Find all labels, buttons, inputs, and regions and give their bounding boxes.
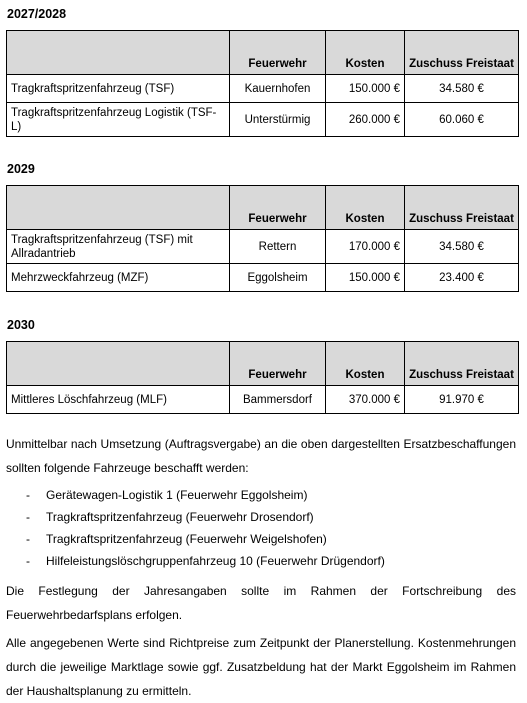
vehicle-table-2027-2028: [6, 30, 519, 137]
list-marker: -: [26, 532, 30, 546]
vehicle-table-2029: [6, 185, 519, 292]
header-kosten: Kosten: [326, 342, 405, 386]
vehicle-cell: Tragkraftspritzenfahrzeug Logistik (TSF-L): [7, 103, 230, 137]
header-kosten: Kosten: [326, 31, 405, 75]
feuerwehr-cell: Kauernhofen: [230, 75, 326, 103]
feuerwehr-cell: Bammersdorf: [230, 386, 326, 414]
table-header-row: [7, 342, 519, 386]
kosten-cell: 260.000 €: [326, 103, 405, 137]
table-header-row: [7, 31, 519, 75]
vehicle-cell: Mittleres Löschfahrzeug (MLF): [7, 386, 230, 414]
list-item: [26, 484, 385, 506]
list-marker: -: [26, 488, 30, 502]
kosten-cell: 150.000 €: [326, 264, 405, 292]
section-year-2027-2028: 2027/2028: [7, 7, 67, 21]
table-row: [7, 75, 519, 103]
zuschuss-cell: 34.580 €: [405, 230, 519, 264]
kosten-cell: 370.000 €: [326, 386, 405, 414]
zuschuss-cell: 91.970 €: [405, 386, 519, 414]
schedule-paragraph: Die Festlegung der Jahresangaben sollte im Rahmen der Fortschreibung des Feuerwehrbedarfsplans erfolgen.: [6, 584, 516, 622]
zuschuss-cell: 23.400 €: [405, 264, 519, 292]
section-year-2029: 2029: [7, 162, 35, 176]
header-feuerwehr: Feuerwehr: [230, 342, 326, 386]
vehicle-cell: Tragkraftspritzenfahrzeug (TSF): [7, 75, 230, 103]
kosten-cell: 150.000 €: [326, 75, 405, 103]
header-vehicle: [7, 186, 230, 230]
header-zuschuss: Zuschuss Freistaat: [405, 31, 519, 75]
list-marker: -: [26, 510, 30, 524]
header-feuerwehr: Feuerwehr: [230, 31, 326, 75]
table-row: [7, 264, 519, 292]
list-item: [26, 506, 385, 528]
table-row: [7, 386, 519, 414]
zuschuss-cell: 60.060 €: [405, 103, 519, 137]
feuerwehr-cell: Rettern: [230, 230, 326, 264]
header-zuschuss: Zuschuss Freistaat: [405, 342, 519, 386]
list-item: [26, 528, 385, 550]
table-header-row: [7, 186, 519, 230]
vehicle-list: [26, 484, 385, 572]
table-row: [7, 230, 519, 264]
header-zuschuss: Zuschuss Freistaat: [405, 186, 519, 230]
section-year-2030: 2030: [7, 318, 35, 332]
list-item-text: Gerätewagen-Logistik 1 (Feuerwehr Eggolsheim): [46, 488, 308, 502]
header-vehicle: [7, 31, 230, 75]
list-item-text: Hilfeleistungslöschgruppenfahrzeug 10 (Feuerwehr Drügendorf): [46, 554, 385, 568]
header-feuerwehr: Feuerwehr: [230, 186, 326, 230]
price-note-paragraph: Alle angegebenen Werte sind Richtpreise zum Zeitpunkt der Planerstellung. Kostenmehrungen durch die jeweilige Marktlage sowie ggf. Zusatzbeldung hat der Markt Eggolsheim im Rahmen der Haushaltsplanung zu ermitteln.: [6, 636, 516, 698]
header-vehicle: [7, 342, 230, 386]
vehicle-cell: Tragkraftspritzenfahrzeug (TSF) mit Allradantrieb: [7, 230, 230, 264]
list-item: [26, 550, 385, 572]
kosten-cell: 170.000 €: [326, 230, 405, 264]
list-marker: -: [26, 554, 30, 568]
list-item-text: Tragkraftspritzenfahrzeug (Feuerwehr Weigelshofen): [46, 532, 327, 546]
vehicle-table-2030: [6, 341, 519, 414]
intro-paragraph: Unmittelbar nach Umsetzung (Auftragsvergabe) an die oben dargestellten Ersatzbeschaffungen sollten folgende Fahrzeuge beschafft werden:: [6, 437, 516, 475]
vehicle-cell: Mehrzweckfahrzeug (MZF): [7, 264, 230, 292]
header-kosten: Kosten: [326, 186, 405, 230]
feuerwehr-cell: Eggolsheim: [230, 264, 326, 292]
zuschuss-cell: 34.580 €: [405, 75, 519, 103]
feuerwehr-cell: Unterstürmig: [230, 103, 326, 137]
list-item-text: Tragkraftspritzenfahrzeug (Feuerwehr Drosendorf): [46, 510, 314, 524]
table-row: [7, 103, 519, 137]
